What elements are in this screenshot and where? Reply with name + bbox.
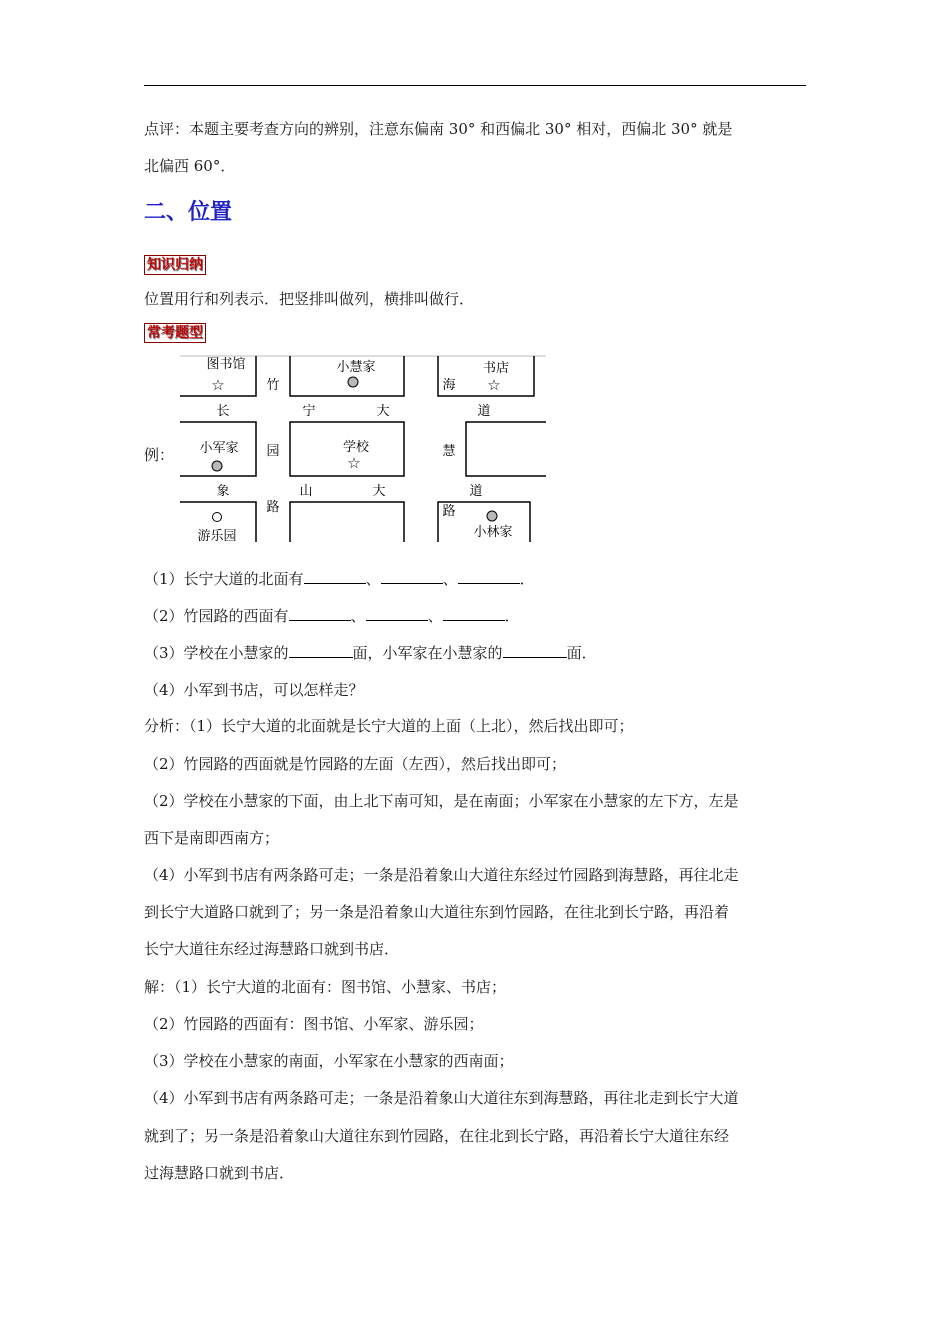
block-east — [466, 422, 546, 476]
xiaolin-home-label: 小林家 — [473, 525, 513, 540]
knowledge-tag: 知识归纳 — [144, 255, 206, 275]
section-title: 二、位置 — [144, 200, 233, 225]
analysis-line-4: 西下是南即西南方； — [144, 829, 280, 847]
road-xiangshan-1: 象 — [216, 484, 230, 499]
analysis-line-2: （2）竹园路的西面就是竹园路的左面（左西），然后找出即可； — [144, 755, 567, 773]
question-end: ． — [519, 570, 535, 588]
xiaohui-home-label: 小慧家 — [336, 360, 376, 375]
knowledge-text: 位置用行和列表示．把竖排叫做列，横排叫做行． — [144, 290, 475, 308]
road-changning-4: 道 — [477, 404, 491, 419]
school-label: 学校 — [342, 440, 370, 455]
comment-line-1: 点评：本题主要考查方向的辨别，注意东偏南 30° 和西偏北 30° 相对，西偏北 30° 就是 — [144, 120, 733, 138]
solution-line-4: （4）小军到书店有两条路可走；一条是沿着象山大道往东到海慧路，再往北走到长宁大道 — [144, 1089, 739, 1107]
answer-blank[interactable] — [304, 569, 366, 584]
comment-line-2: 北偏西 60°． — [144, 157, 236, 175]
answer-blank[interactable] — [443, 606, 505, 621]
position-map — [176, 354, 548, 544]
header-rule — [144, 85, 806, 86]
answer-blank[interactable] — [366, 606, 428, 621]
question-3 — [144, 643, 814, 663]
xiaojun-home-label: 小军家 — [199, 441, 239, 456]
road-haihui-3: 路 — [442, 504, 456, 519]
solution-line-1: 解：（1）长宁大道的北面有：图书馆、小慧家、书店； — [144, 978, 507, 996]
solution-line-5: 就到了；另一条是沿着象山大道往东到竹园路，在往北到长宁路，再沿着长宁大道往东经 — [144, 1127, 730, 1145]
road-haihui-2: 慧 — [442, 444, 456, 459]
question-1-text: （1）长宁大道的北面有 — [144, 570, 304, 588]
answer-blank[interactable] — [289, 643, 353, 658]
bookstore-star-icon: ☆ — [487, 376, 501, 394]
question-2 — [144, 606, 814, 626]
xiaojun-dot-icon — [212, 461, 222, 471]
road-haihui-1: 海 — [442, 378, 456, 393]
block-south — [290, 502, 404, 542]
bookstore-label: 书店 — [482, 361, 510, 376]
road-changning-2: 宁 — [302, 404, 316, 419]
question-2-text: （2）竹园路的西面有 — [144, 607, 289, 625]
question-1 — [144, 569, 814, 589]
question-separator: 、 — [365, 570, 381, 588]
school-star-icon: ☆ — [347, 454, 361, 472]
road-zhuyuan-1: 竹 — [266, 378, 280, 393]
question-separator: 、 — [350, 607, 366, 625]
common-questions-tag: 常考题型 — [144, 323, 206, 343]
xiaohui-dot-icon — [348, 377, 358, 387]
example-label: 例： — [144, 446, 175, 464]
road-changning-3: 大 — [376, 404, 390, 419]
solution-line-3: （3）学校在小慧家的南面，小军家在小慧家的西南面； — [144, 1052, 514, 1070]
answer-blank[interactable] — [289, 606, 351, 621]
question-separator: 、 — [427, 607, 443, 625]
question-3-text-c: 面． — [566, 644, 597, 662]
park-label: 游乐园 — [197, 529, 237, 544]
analysis-line-1: 分析：（1）长宁大道的北面就是长宁大道的上面（上北），然后找出即可； — [144, 717, 634, 735]
analysis-line-3: （2）学校在小慧家的下面，由上北下南可知，是在南面；小军家在小慧家的左下方，左是 — [144, 792, 739, 810]
park-dot-icon — [213, 513, 222, 522]
analysis-line-6: 到长宁大道路口就到了；另一条是沿着象山大道往东到竹园路，在往北到长宁路，再沿着 — [144, 903, 730, 921]
question-4: （4）小军到书店，可以怎样走？ — [144, 681, 364, 699]
road-xiangshan-4: 道 — [469, 484, 483, 499]
answer-blank[interactable] — [458, 569, 520, 584]
road-zhuyuan-3: 路 — [266, 500, 280, 515]
question-separator: 、 — [442, 570, 458, 588]
road-xiangshan-3: 大 — [372, 484, 386, 499]
road-zhuyuan-2: 园 — [266, 444, 280, 459]
solution-line-2: （2）竹园路的西面有：图书馆、小军家、游乐园； — [144, 1015, 484, 1033]
xiaolin-dot-icon — [487, 511, 497, 521]
road-changning-1: 长 — [216, 404, 230, 419]
answer-blank[interactable] — [381, 569, 443, 584]
road-xiangshan-2: 山 — [299, 484, 313, 499]
library-label: 图书馆 — [206, 357, 246, 372]
analysis-line-7: 长宁大道往东经过海慧路口就到书店． — [144, 940, 400, 958]
question-end: ． — [504, 607, 520, 625]
solution-line-6: 过海慧路口就到书店． — [144, 1164, 295, 1182]
question-3-text-b: 面，小军家在小慧家的 — [352, 644, 503, 662]
analysis-line-5: （4）小军到书店有两条路可走；一条是沿着象山大道往东经过竹园路到海慧路，再往北走 — [144, 866, 739, 884]
question-3-text-a: （3）学校在小慧家的 — [144, 644, 289, 662]
answer-blank[interactable] — [503, 643, 567, 658]
library-star-icon: ☆ — [211, 376, 225, 394]
